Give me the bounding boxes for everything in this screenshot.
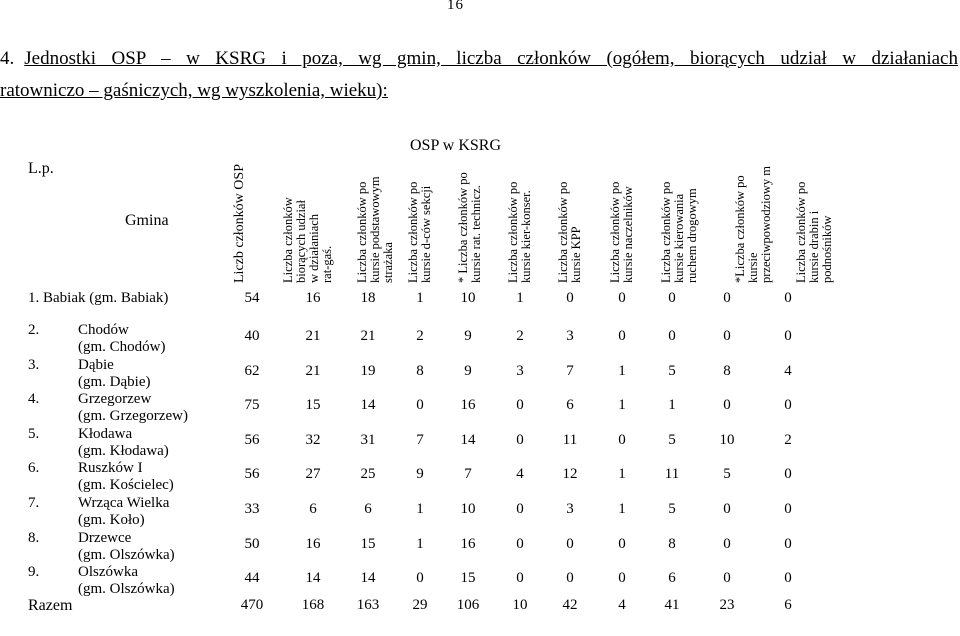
row-9-cell: 0	[784, 570, 792, 587]
column-header-line: kursie d-ców sekcji	[419, 185, 433, 283]
row-1-cell: 0	[784, 290, 792, 306]
row-2-cell: 0	[723, 328, 731, 344]
unit-name: Grzegorzew	[78, 391, 152, 408]
row-3-cell: 4	[784, 362, 792, 379]
section-heading	[0, 43, 958, 107]
column-header-line: podnośników	[820, 215, 834, 283]
row-1-cell: 0	[618, 290, 626, 306]
unit-name: Chodów	[78, 322, 129, 338]
row-3-cell: 7	[566, 362, 574, 379]
row-8-cell: 16	[460, 535, 476, 552]
row-3-cell: 9	[464, 362, 472, 379]
gmina-subtitle: (gm. Grzegorzew)	[78, 408, 188, 425]
row-number: 5.	[28, 425, 40, 442]
row-5-cell: 11	[562, 431, 578, 448]
gmina-subtitle: (gm. Olszówka)	[78, 546, 175, 563]
unit-name: Drzewce	[78, 529, 132, 546]
row-7-cell: 5	[668, 501, 676, 517]
row-1-cell: 1	[416, 290, 424, 306]
row-5-cell: 32	[305, 431, 321, 448]
row-9-cell: 0	[723, 570, 731, 587]
total-cell: 29	[412, 597, 428, 613]
osp-ksrg-header: OSP w KSRG	[410, 137, 501, 154]
row-7-cell: 6	[364, 501, 372, 517]
row-number: 8.	[28, 529, 40, 546]
column-header-line: kursie kierowania	[672, 193, 686, 283]
column-header-line: Liczba członków po	[355, 181, 369, 283]
heading-number: 4.	[0, 48, 15, 69]
column-header-line: Liczba członków po	[659, 181, 673, 283]
row-9-cell: 15	[460, 570, 476, 587]
row-6-cell: 12	[562, 466, 578, 483]
row-number: 6.	[28, 460, 40, 477]
row-6-cell: 11	[664, 466, 680, 483]
column-header-line: kursie rat. technicz.	[469, 185, 483, 283]
row-2-cell: 40	[244, 328, 260, 344]
column-header-line: Liczb członków OSP	[232, 164, 247, 283]
row-1-cell: 10	[460, 290, 476, 306]
row-1-cell: 0	[723, 290, 731, 306]
row-2-cell: 21	[360, 328, 376, 344]
gmina-subtitle: (gm. Kościelec)	[78, 477, 174, 494]
row-2-cell: 2	[516, 328, 524, 344]
row-3-cell: 3	[516, 362, 524, 379]
column-header-line: * Liczba członków po	[456, 172, 470, 283]
heading-line-2: ratowniczo – gaśniczych, wg wyszkolenia, wieku):	[0, 80, 388, 101]
row-gmina-name	[78, 530, 175, 564]
total-cell: 470	[240, 597, 264, 613]
row-6-cell: 27	[305, 466, 321, 483]
row-3-cell: 62	[244, 362, 260, 379]
row-gmina-name	[78, 322, 166, 356]
row-4-cell: 15	[305, 397, 321, 414]
row-7-cell: 0	[723, 501, 731, 517]
row-1-cell: 16	[305, 290, 321, 306]
row-4-cell: 0	[723, 397, 731, 414]
column-header-line: Liczba członków po	[406, 181, 420, 283]
total-cell: 6	[784, 597, 792, 613]
gmina-header: Gmina	[125, 212, 169, 229]
row-7-cell: 0	[516, 501, 524, 517]
column-header-line: strażaka	[381, 242, 395, 283]
column-header-10	[734, 166, 773, 283]
row-4-cell: 6	[566, 397, 574, 414]
column-header-5	[457, 172, 483, 283]
row-5-cell: 14	[460, 431, 476, 448]
column-header-line: Liczba członków po	[556, 181, 570, 283]
column-header-line: przeciwpowodziowy m	[759, 166, 773, 283]
column-header-9	[660, 182, 699, 283]
gmina-subtitle: (gm. Dąbie)	[78, 373, 151, 390]
row-1-cell: 0	[566, 290, 574, 306]
row-8-cell: 0	[723, 535, 731, 552]
gmina-subtitle: (gm. Koło)	[78, 512, 145, 528]
row-5-cell: 0	[516, 431, 524, 448]
unit-name: Olszówka	[78, 564, 138, 581]
row-8-cell: 1	[416, 535, 424, 552]
row-6-cell: 7	[464, 466, 472, 483]
total-cell: 41	[664, 597, 680, 613]
row-gmina-name	[78, 357, 150, 391]
row-3-cell: 5	[668, 362, 676, 379]
row-3-cell: 8	[416, 362, 424, 379]
row-2-cell: 0	[668, 328, 676, 344]
row-3-cell: 8	[723, 362, 731, 379]
column-header-line: kursie naczelników	[621, 186, 635, 283]
row-1-cell: 0	[668, 290, 676, 306]
row-5-cell: 2	[784, 431, 792, 448]
row-6-cell: 0	[784, 466, 792, 483]
row-7-cell: 1	[416, 501, 424, 517]
table-row-label: 1. Babiak (gm. Babiak)	[28, 290, 169, 306]
row-8-cell: 0	[516, 535, 524, 552]
column-header-line: kursie podstawowym	[368, 176, 382, 283]
column-header-line: ruchem drogowym	[685, 188, 699, 283]
column-header-6	[507, 182, 533, 283]
row-number: 3.	[28, 356, 40, 373]
column-header-11	[795, 182, 834, 283]
column-header-line: *Liczba członków po	[733, 175, 747, 283]
row-number: 9.	[28, 564, 40, 581]
row-2-cell: 9	[464, 328, 472, 344]
row-number: 2.	[28, 322, 40, 338]
row-8-cell: 0	[618, 535, 626, 552]
total-cell: 4	[618, 597, 626, 613]
column-header-2	[282, 197, 334, 283]
total-cell: 10	[512, 597, 528, 613]
total-label: Razem	[28, 597, 73, 614]
total-cell: 42	[562, 597, 578, 613]
row-gmina-name	[78, 391, 188, 425]
row-2-cell: 21	[305, 328, 321, 344]
unit-name: Ruszków I	[78, 460, 143, 477]
row-8-cell: 15	[360, 535, 376, 552]
row-gmina-name	[78, 495, 169, 529]
row-4-cell: 1	[668, 397, 676, 414]
row-9-cell: 0	[566, 570, 574, 587]
column-header-1	[232, 164, 247, 283]
row-7-cell: 1	[618, 501, 626, 517]
row-5-cell: 10	[719, 431, 735, 448]
row-7-cell: 6	[309, 501, 317, 517]
column-header-line: Liczba członków	[281, 197, 295, 283]
row-6-cell: 5	[723, 466, 731, 483]
row-7-cell: 10	[460, 501, 476, 517]
row-4-cell: 75	[244, 397, 260, 414]
row-9-cell: 0	[516, 570, 524, 587]
gmina-subtitle: (gm. Chodów)	[78, 339, 166, 355]
row-4-cell: 14	[360, 397, 376, 414]
row-8-cell: 0	[566, 535, 574, 552]
column-header-8	[609, 182, 635, 283]
row-5-cell: 0	[618, 431, 626, 448]
row-4-cell: 1	[618, 397, 626, 414]
row-6-cell: 9	[416, 466, 424, 483]
column-header-line: Liczba członków po	[506, 181, 520, 283]
column-header-line: w działaniach	[307, 213, 321, 283]
row-9-cell: 44	[244, 570, 260, 587]
column-header-line: Liczba członków po	[794, 181, 808, 283]
row-9-cell: 14	[360, 570, 376, 587]
row-6-cell: 25	[360, 466, 376, 483]
row-7-cell: 33	[244, 501, 260, 517]
column-header-4	[407, 182, 433, 283]
row-9-cell: 6	[668, 570, 676, 587]
total-cell: 23	[719, 597, 735, 613]
unit-name: Kłodawa	[78, 425, 133, 442]
row-1-cell: 18	[360, 290, 376, 306]
column-header-line: rat-gaś.	[320, 245, 334, 283]
unit-name: Wrząca Wielka	[78, 495, 170, 511]
row-6-cell: 4	[516, 466, 524, 483]
column-header-line: kursie	[746, 252, 760, 283]
total-cell: 168	[301, 597, 325, 613]
column-header-line: kursie KPP	[569, 226, 583, 283]
row-gmina-name	[78, 564, 175, 598]
row-6-cell: 56	[244, 466, 260, 483]
row-3-cell: 21	[305, 362, 321, 379]
row-4-cell: 0	[416, 397, 424, 414]
column-header-line: kursie drabin i	[807, 210, 821, 283]
column-header-line: Liczba członków po	[608, 181, 622, 283]
row-9-cell: 0	[416, 570, 424, 587]
row-3-cell: 1	[618, 362, 626, 379]
row-8-cell: 16	[305, 535, 321, 552]
column-header-line: biorących udział	[294, 200, 308, 283]
row-4-cell: 0	[516, 397, 524, 414]
row-8-cell: 8	[668, 535, 676, 552]
row-2-cell: 3	[566, 328, 574, 344]
heading-line-1: Jednostki OSP – w KSRG i poza, wg gmin, liczba członków (ogółem, biorących udział w działaniach	[24, 48, 958, 69]
row-9-cell: 0	[618, 570, 626, 587]
row-number: 4.	[28, 391, 40, 408]
row-gmina-name	[78, 460, 174, 494]
row-3-cell: 19	[360, 362, 376, 379]
row-5-cell: 5	[668, 431, 676, 448]
row-9-cell: 14	[305, 570, 321, 587]
row-number: 7.	[28, 495, 40, 511]
row-5-cell: 7	[416, 431, 424, 448]
column-header-3	[356, 176, 395, 283]
row-1-cell: 54	[244, 290, 260, 306]
row-4-cell: 0	[784, 397, 792, 414]
row-8-cell: 0	[784, 535, 792, 552]
gmina-subtitle: (gm. Olszówka)	[78, 581, 175, 598]
row-7-cell: 0	[784, 501, 792, 517]
column-header-line: kursie kier-konser.	[519, 190, 533, 283]
lp-header: L.p.	[28, 160, 54, 177]
page-number: 16	[447, 0, 464, 13]
row-5-cell: 56	[244, 431, 260, 448]
row-6-cell: 1	[618, 466, 626, 483]
row-gmina-name	[78, 426, 169, 460]
row-8-cell: 50	[244, 535, 260, 552]
total-cell: 106	[456, 597, 480, 613]
total-cell: 163	[356, 597, 380, 613]
row-2-cell: 2	[416, 328, 424, 344]
row-5-cell: 31	[360, 431, 376, 448]
row-4-cell: 16	[460, 397, 476, 414]
column-header-7	[557, 182, 583, 283]
unit-name: Dąbie	[78, 356, 114, 373]
row-7-cell: 3	[566, 501, 574, 517]
gmina-subtitle: (gm. Kłodawa)	[78, 442, 169, 459]
row-2-cell: 0	[618, 328, 626, 344]
row-1-cell: 1	[516, 290, 524, 306]
row-2-cell: 0	[784, 328, 792, 344]
